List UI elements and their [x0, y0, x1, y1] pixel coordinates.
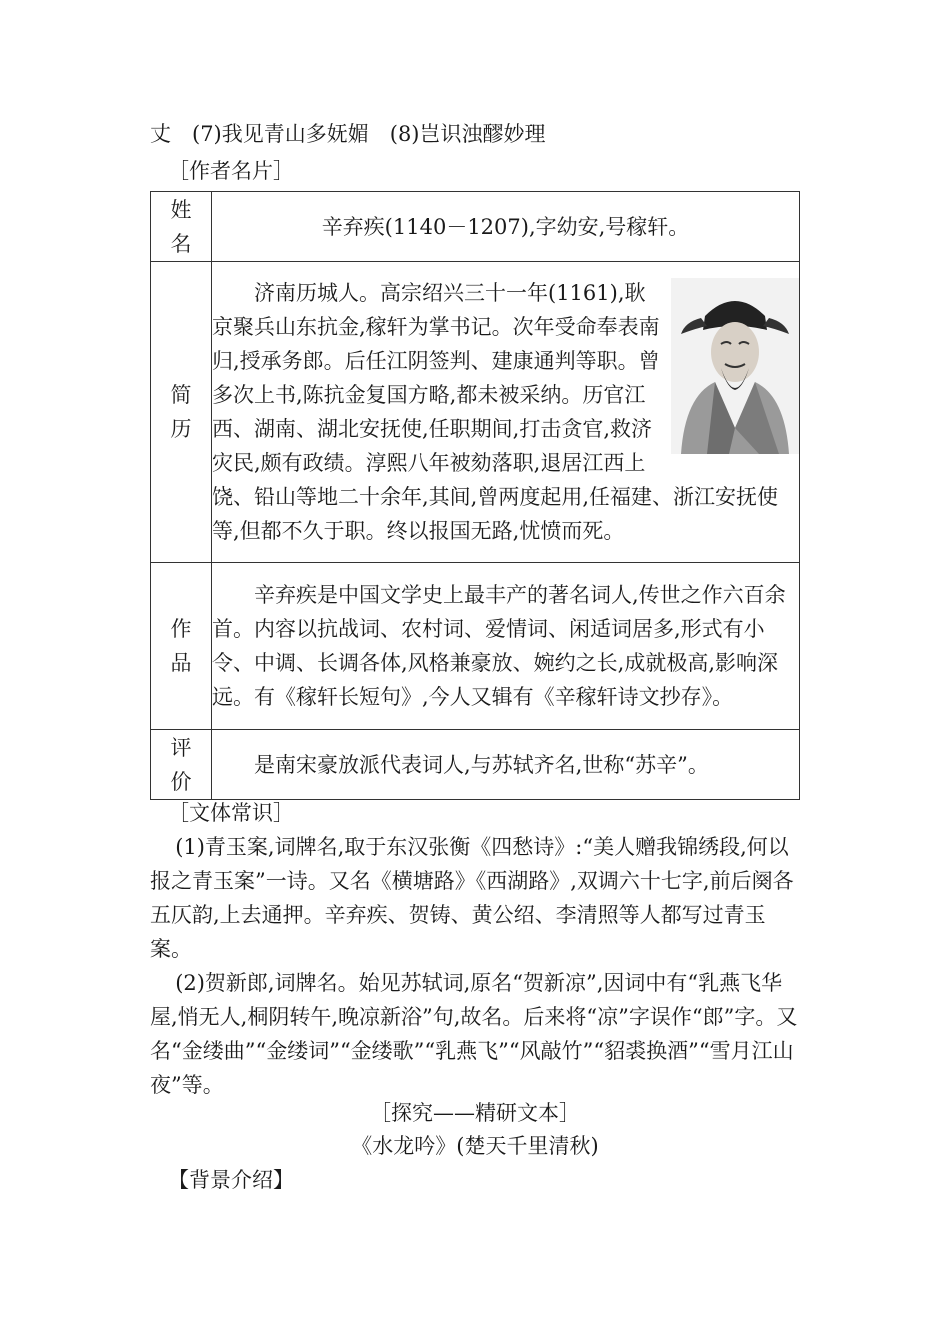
eval-label: 评 价	[151, 730, 212, 800]
author-heading: ［作者名片］	[168, 159, 294, 183]
genre-paragraph-2: (2)贺新郎,词牌名。始见苏轼词,原名“贺新凉”,因词中有“乳燕飞华屋,悄无人,桐阴转午,晚凉新浴”句,故名。后来将“凉”字误作“郎”字。又名“金缕曲”“金缕词”“金缕歌”“乳燕飞”“风敲竹”“貂裘换酒”“雪月江山夜”等。	[150, 971, 798, 1097]
bio-text: 济南历城人。高宗绍兴三十一年(1161),耿京聚兵山东抗金,稼轩为掌书记。次年受命奉表南归,授承务郎。后任江阴签判、建康通判等职。曾多次上书,陈抗金复国方略,都未被采纳。历官江西、湖南、湖北安抚使,任职期间,打击贪官,救济灾民,颇有政绩。淳熙八年被劾落职,退居江西上饶、铅山等地二十余年,其间,曾两度起用,任福建、浙江安抚使等,但都不久于职。终以报国无路,忧愤而死。	[212, 281, 779, 543]
portrait-image	[671, 278, 799, 454]
eval-row	[151, 730, 800, 800]
bio-cell	[212, 262, 800, 563]
works-row	[151, 563, 800, 730]
explore-heading: ［探究——精研文本］	[370, 1101, 580, 1125]
name-row	[151, 192, 800, 262]
genre-paragraph-1: (1)青玉案,词牌名,取于东汉张衡《四愁诗》:“美人赠我锦绣段,何以报之青玉案”一诗。又名《横塘路》《西湖路》,双调六十七字,前后阕各五仄韵,上去通押。辛弃疾、贺铸、黄公绍、李清照等人都写过青玉案。	[150, 835, 794, 961]
works-label: 作 品	[151, 563, 212, 730]
name-value: 辛弃疾(1140－1207),字幼安,号稼轩。	[212, 192, 800, 262]
bio-label: 简 历	[151, 262, 212, 563]
author-portrait	[671, 278, 799, 454]
top-line: 丈 (7)我见青山多妩媚 (8)岂识浊醪妙理	[150, 122, 546, 146]
works-text: 辛弃疾是中国文学史上最丰产的著名词人,传世之作六百余首。内容以抗战词、农村词、爱情词、闲适词居多,形式有小令、中调、长调各体,风格兼豪放、婉约之长,成就极高,影响深远。有《稼轩长短句》,今人又辑有《辛稼轩诗文抄存》。	[212, 563, 800, 730]
eval-text: 是南宋豪放派代表词人,与苏轼齐名,世称“苏辛”。	[212, 730, 800, 800]
author-card	[150, 191, 800, 800]
genre-heading: ［文体常识］	[168, 801, 294, 825]
poem-title: 《水龙吟》(楚天千里清秋)	[351, 1134, 599, 1158]
name-label: 姓 名	[151, 192, 212, 262]
bio-row	[151, 262, 800, 563]
background-heading: 【背景介绍】	[168, 1168, 294, 1192]
